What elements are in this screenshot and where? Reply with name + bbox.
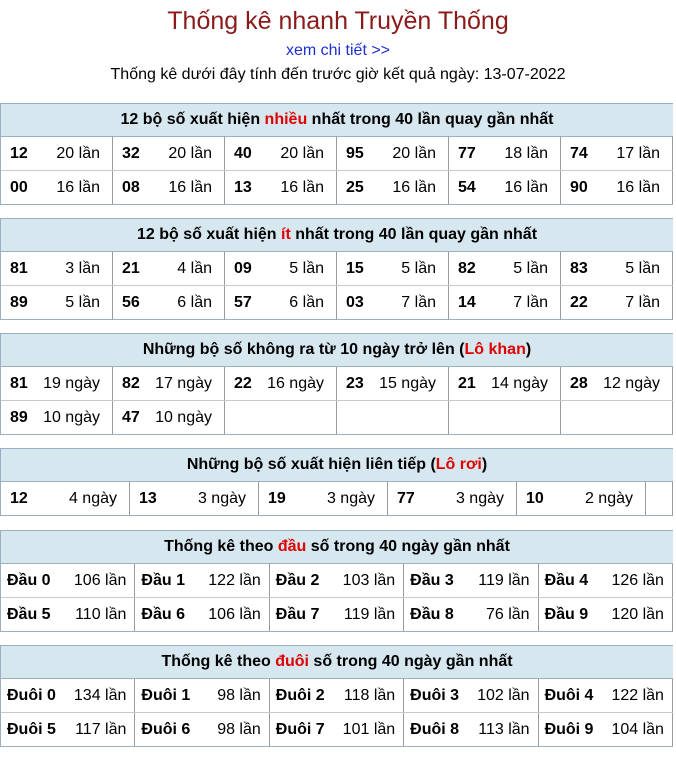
digit-cell: Đầu 6 106 lần bbox=[135, 598, 269, 631]
number-cell: 56 6 lần bbox=[113, 286, 225, 319]
number-cell: 47 10 ngày bbox=[113, 401, 225, 434]
number-cell: 12 4 ngày bbox=[1, 482, 130, 515]
most-frequent-table bbox=[0, 103, 673, 205]
section-heading: Những bộ số không ra từ 10 ngày trở lên (Lô khan) bbox=[1, 334, 673, 367]
table-row bbox=[1, 482, 673, 515]
empty-cell bbox=[646, 482, 673, 515]
section-heading: 12 bộ số xuất hiện nhiều nhất trong 40 lần quay gần nhất bbox=[1, 104, 673, 137]
view-details-link[interactable]: xem chi tiết >> bbox=[285, 42, 391, 59]
digit-cell: Đầu 5 110 lần bbox=[1, 598, 135, 631]
number-cell: 08 16 lần bbox=[113, 171, 225, 204]
empty-cell bbox=[225, 401, 337, 434]
table-row bbox=[1, 171, 673, 204]
number-cell: 21 4 lần bbox=[113, 252, 225, 285]
digit-cell: Đuôi 7 101 lần bbox=[270, 713, 404, 746]
number-cell: 95 20 lần bbox=[337, 137, 449, 170]
table-row bbox=[1, 367, 673, 401]
number-cell: 81 3 lần bbox=[1, 252, 113, 285]
number-cell: 19 3 ngày bbox=[259, 482, 388, 515]
digit-cell: Đầu 9 120 lần bbox=[539, 598, 673, 631]
number-cell: 57 6 lần bbox=[225, 286, 337, 319]
number-cell: 13 16 lần bbox=[225, 171, 337, 204]
number-cell: 22 16 ngày bbox=[225, 367, 337, 400]
digit-cell: Đuôi 8 113 lần bbox=[404, 713, 538, 746]
number-cell: 32 20 lần bbox=[113, 137, 225, 170]
section-heading: Thống kê theo đuôi số trong 40 ngày gần nhất bbox=[1, 646, 673, 679]
number-cell: 81 19 ngày bbox=[1, 367, 113, 400]
digit-cell: Đuôi 2 118 lần bbox=[270, 679, 404, 712]
digit-cell: Đầu 4 126 lần bbox=[539, 564, 673, 597]
digit-cell: Đuôi 9 104 lần bbox=[539, 713, 673, 746]
number-cell: 14 7 lần bbox=[449, 286, 561, 319]
number-cell: 74 17 lần bbox=[561, 137, 673, 170]
number-cell: 82 17 ngày bbox=[113, 367, 225, 400]
section-heading: Thống kê theo đầu số trong 40 ngày gần nhất bbox=[1, 531, 673, 564]
least-frequent-table bbox=[0, 218, 673, 320]
digit-cell: Đầu 3 119 lần bbox=[404, 564, 538, 597]
number-cell: 25 16 lần bbox=[337, 171, 449, 204]
duoi-stats-table bbox=[0, 645, 673, 747]
lo-khan-table bbox=[0, 333, 673, 435]
number-cell: 03 7 lần bbox=[337, 286, 449, 319]
table-row bbox=[1, 713, 673, 746]
digit-cell: Đầu 7 119 lần bbox=[270, 598, 404, 631]
number-cell: 23 15 ngày bbox=[337, 367, 449, 400]
digit-cell: Đầu 1 122 lần bbox=[135, 564, 269, 597]
table-row bbox=[1, 564, 673, 598]
page-title: Thống kê nhanh Truyền Thống bbox=[167, 7, 509, 35]
digit-cell: Đầu 2 103 lần bbox=[270, 564, 404, 597]
number-cell: 22 7 lần bbox=[561, 286, 673, 319]
empty-cell bbox=[449, 401, 561, 434]
number-cell: 90 16 lần bbox=[561, 171, 673, 204]
table-row bbox=[1, 252, 673, 286]
digit-cell: Đầu 0 106 lần bbox=[1, 564, 135, 597]
digit-cell: Đuôi 1 98 lần bbox=[135, 679, 269, 712]
empty-cell bbox=[337, 401, 449, 434]
digit-cell: Đầu 8 76 lần bbox=[404, 598, 538, 631]
table-row bbox=[1, 286, 673, 319]
section-heading: Những bộ số xuất hiện liên tiếp (Lô rơi) bbox=[1, 449, 673, 482]
digit-cell: Đuôi 6 98 lần bbox=[135, 713, 269, 746]
number-cell: 40 20 lần bbox=[225, 137, 337, 170]
number-cell: 89 10 ngày bbox=[1, 401, 113, 434]
number-cell: 10 2 ngày bbox=[517, 482, 646, 515]
page-subtitle: Thống kê dưới đây tính đến trước giờ kết quả ngày: 13-07-2022 bbox=[110, 66, 566, 83]
table-row bbox=[1, 401, 673, 434]
number-cell: 13 3 ngày bbox=[130, 482, 259, 515]
number-cell: 89 5 lần bbox=[1, 286, 113, 319]
number-cell: 09 5 lần bbox=[225, 252, 337, 285]
number-cell: 00 16 lần bbox=[1, 171, 113, 204]
number-cell: 77 3 ngày bbox=[388, 482, 517, 515]
digit-cell: Đuôi 4 122 lần bbox=[539, 679, 673, 712]
table-row bbox=[1, 679, 673, 713]
table-row bbox=[1, 598, 673, 631]
number-cell: 12 20 lần bbox=[1, 137, 113, 170]
table-row bbox=[1, 137, 673, 171]
dau-stats-table bbox=[0, 530, 673, 632]
number-cell: 82 5 lần bbox=[449, 252, 561, 285]
digit-cell: Đuôi 0 134 lần bbox=[1, 679, 135, 712]
number-cell: 77 18 lần bbox=[449, 137, 561, 170]
empty-cell bbox=[561, 401, 673, 434]
number-cell: 28 12 ngày bbox=[561, 367, 673, 400]
digit-cell: Đuôi 3 102 lần bbox=[404, 679, 538, 712]
section-heading: 12 bộ số xuất hiện ít nhất trong 40 lần quay gần nhất bbox=[1, 219, 673, 252]
number-cell: 21 14 ngày bbox=[449, 367, 561, 400]
number-cell: 15 5 lần bbox=[337, 252, 449, 285]
lo-roi-table bbox=[0, 448, 673, 516]
number-cell: 54 16 lần bbox=[449, 171, 561, 204]
number-cell: 83 5 lần bbox=[561, 252, 673, 285]
digit-cell: Đuôi 5 117 lần bbox=[1, 713, 135, 746]
